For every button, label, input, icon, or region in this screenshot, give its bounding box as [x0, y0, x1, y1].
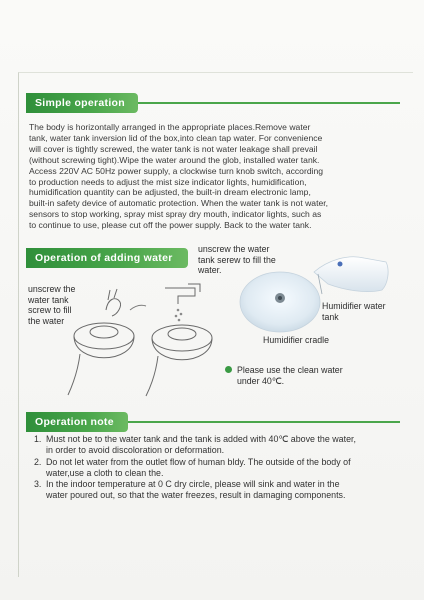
adding-water-illustration [60, 270, 230, 402]
operation-note-list [34, 434, 406, 502]
text-line: The body is horizontally arranged in the appropriate places.Remove water [29, 122, 311, 132]
simple-operation-header [26, 93, 138, 113]
label-line: tank serew to fill the [198, 254, 276, 265]
text-line: will cover is tightly screwed, the water tank is not water leakage shall prevail [29, 143, 318, 154]
arrow-icon [130, 305, 146, 310]
label-line: tank [322, 311, 339, 322]
label-line: unscrew the [28, 284, 76, 294]
simple-operation-text [29, 122, 401, 231]
label-line: under 40℃. [237, 375, 285, 386]
label-line: water. [198, 265, 222, 275]
header-underline [138, 102, 400, 104]
item-line: In the indoor temperature at 0 C dry circle, please will sink and water in the [46, 479, 340, 490]
label-line: unscrew the water [198, 244, 270, 254]
bullet-icon [225, 366, 232, 373]
item-line: water,use a cloth to clean the. [46, 467, 164, 478]
text-line: sensors to stop working, spray mist spray dry mouth, indicator lights, such as [29, 209, 322, 220]
label-line: Humidifier water [322, 301, 386, 311]
adding-water-header [26, 248, 188, 268]
humidifier-tank-icon [236, 250, 396, 342]
humidifier-tank-label [322, 301, 386, 322]
label-line: Please use the clean water [237, 365, 343, 375]
clean-water-note [237, 365, 343, 386]
list-item [34, 479, 406, 502]
item-line: water poured out, so that the water freezes, result in damaging components. [46, 490, 346, 501]
text-line: tank, water tank inversion lid of the box,into clean tap water. For convenience [29, 132, 323, 143]
item-number: 2. [34, 456, 42, 467]
label-line: the water [28, 315, 65, 326]
operation-note-header [26, 412, 128, 432]
item-line: in order to avoid discoloration or deformation. [46, 445, 225, 456]
item-number: 1. [34, 434, 42, 444]
list-item [34, 457, 406, 480]
label-line: screw to fill [28, 305, 72, 315]
text-line: to production needs to adjust the mist size indicator lights, humidification, [29, 176, 307, 187]
humidifier-cradle-label: Humidifier cradle [263, 335, 329, 345]
item-number: 3. [34, 479, 42, 490]
water-drop-icon [175, 309, 183, 322]
simple-operation-title: Simple operation [35, 97, 125, 109]
adding-water-title: Operation of adding water [35, 252, 173, 264]
list-item [34, 434, 406, 457]
text-line: (without screwing tight).Wipe the water around the glob, installed water tank. [29, 154, 320, 165]
header-underline [128, 421, 400, 423]
text-line: humidification quantity can be adjusted, the built-in dream electronic lamp, [29, 187, 311, 198]
label-line: water tank [28, 294, 69, 305]
text-line: to continue to use, please cut off the power supply. Back to the water tank. [29, 220, 312, 231]
operation-note-title: Operation note [35, 416, 114, 428]
item-line: Do not let water from the outlet flow of human bldy. The outside of the body of [46, 456, 351, 467]
item-line: Must not be to the water tank and the tank is added with 40℃ above the water, [46, 434, 356, 444]
text-line: Access 220V AC 50Hz power supply, a clockwise turn knob switch, according [29, 165, 324, 176]
text-line: built-in safety device of automatic protection. When the water tank is not water, [29, 198, 329, 209]
